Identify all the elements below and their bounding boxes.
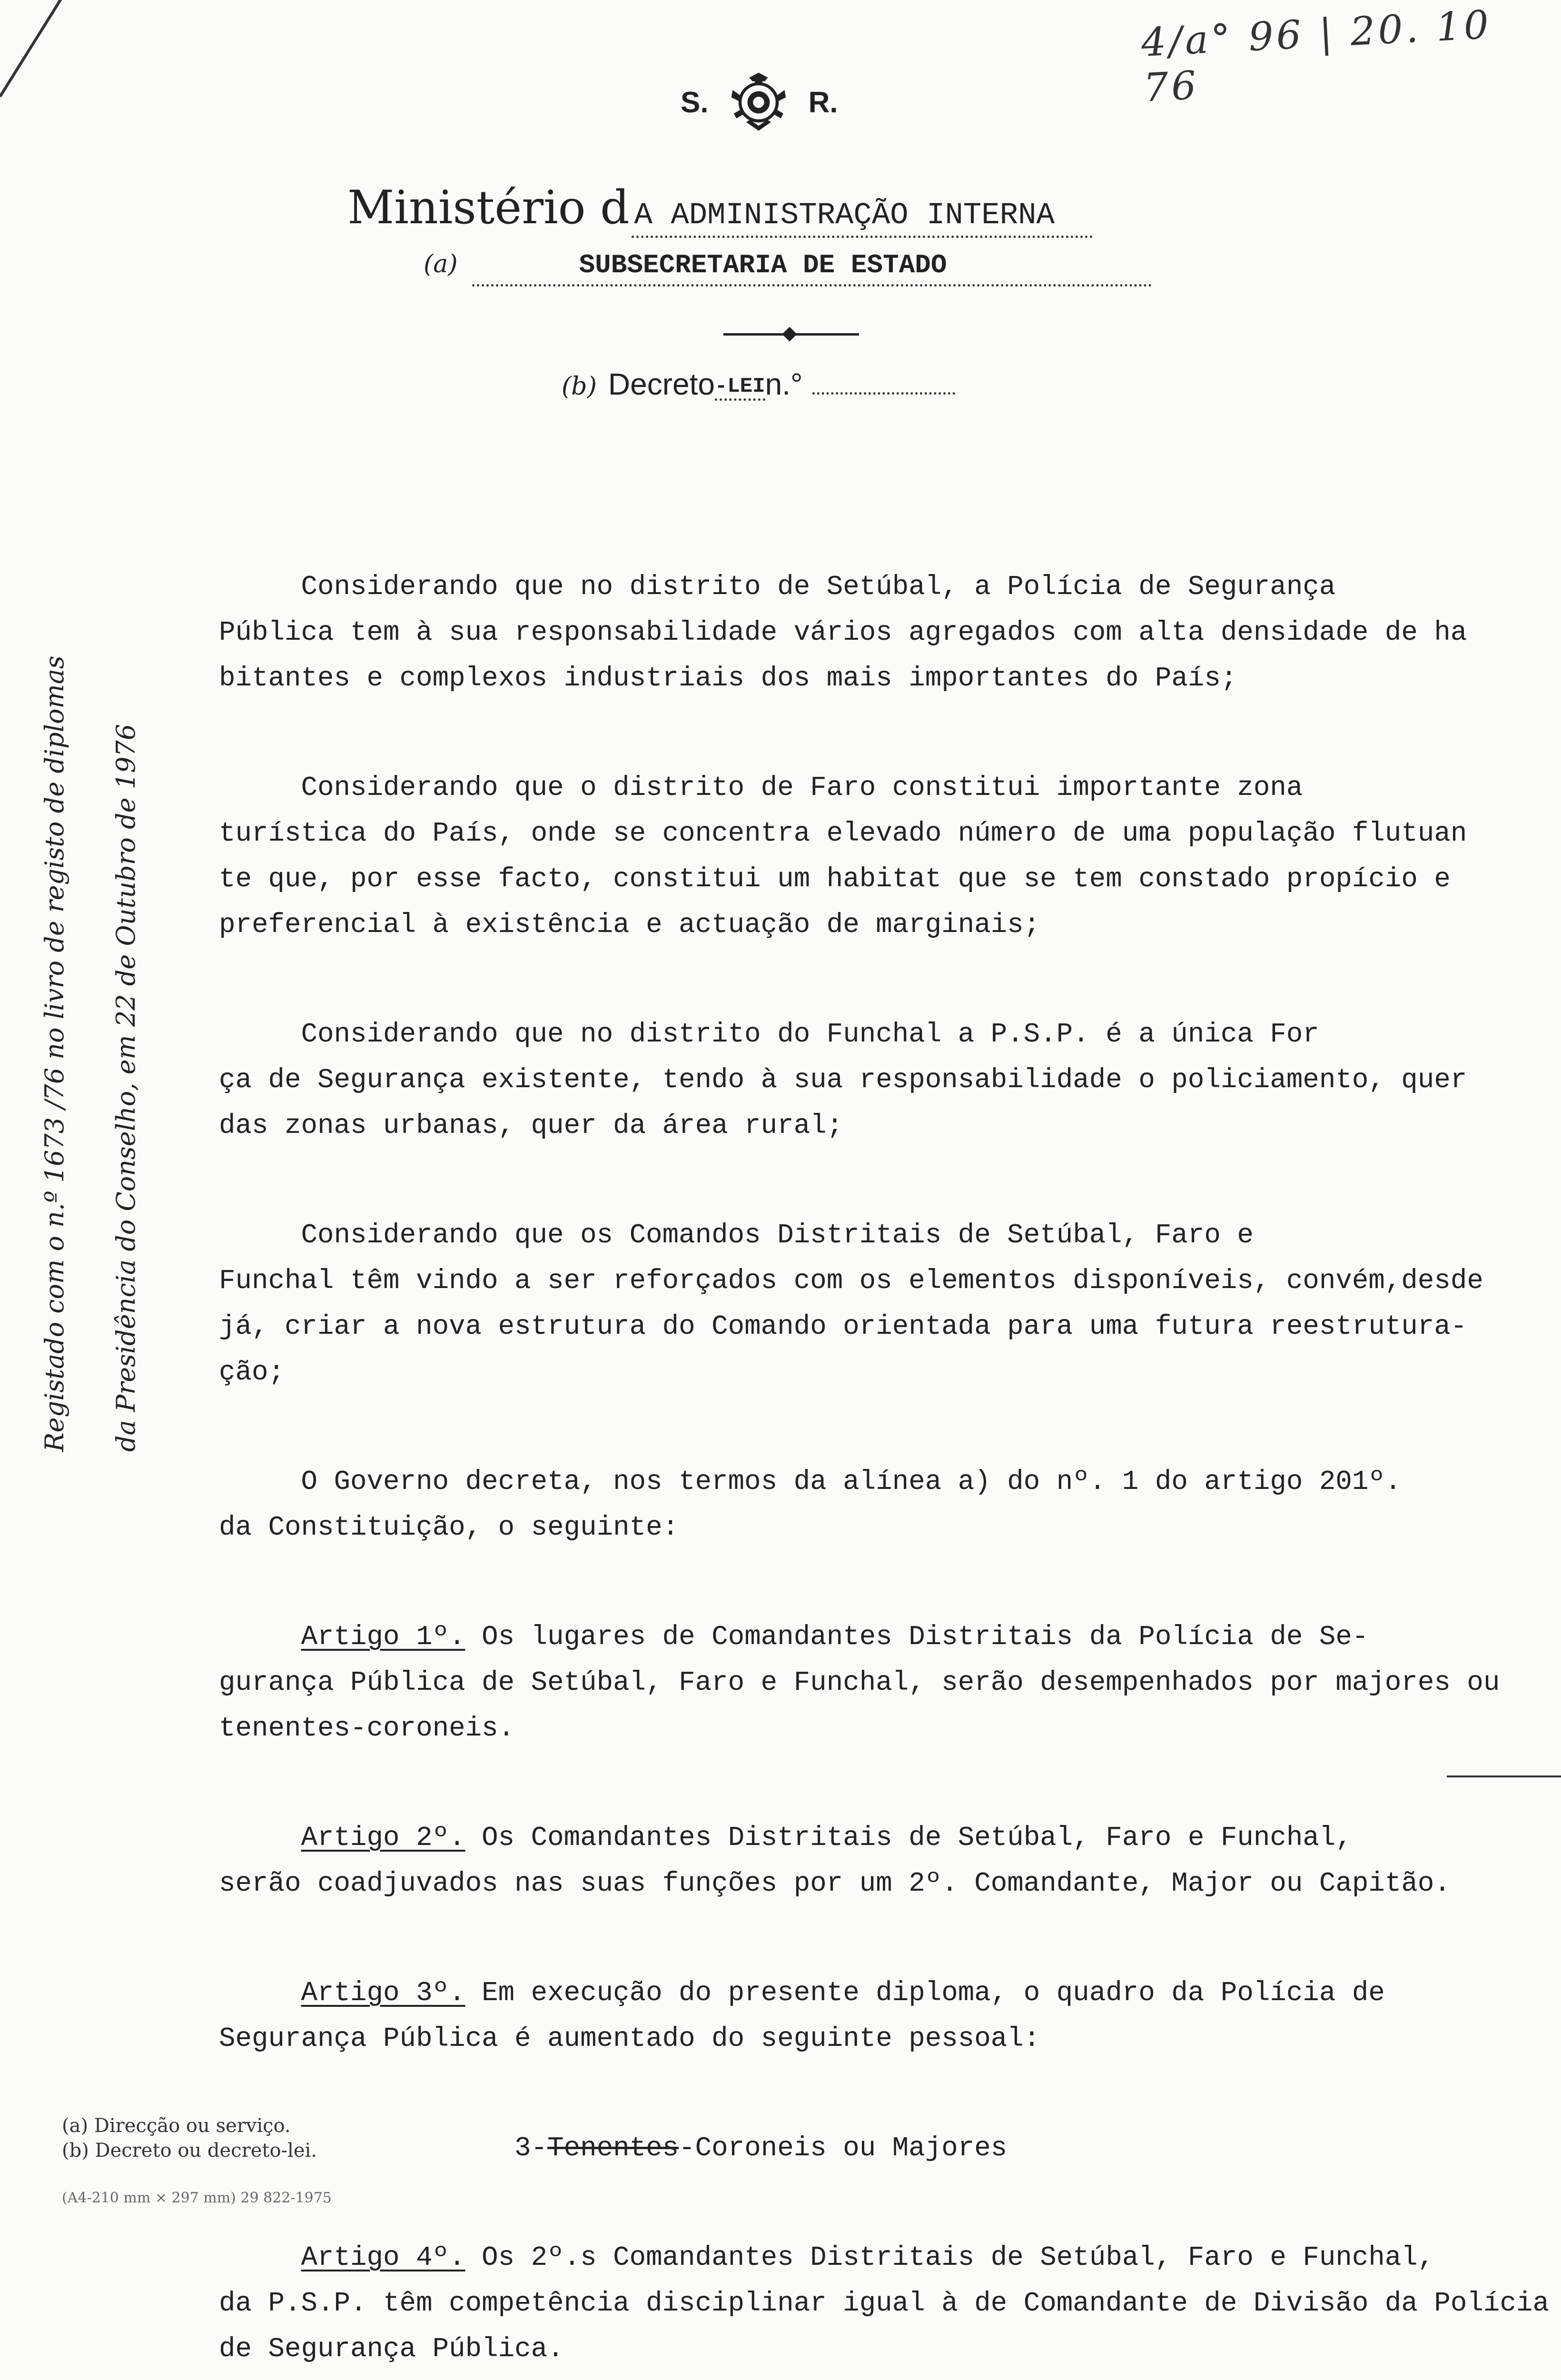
text-line: de Segurança Pública.	[219, 2334, 564, 2365]
article-label: Artigo 2º.	[301, 1823, 465, 1854]
divider-diamond	[782, 327, 797, 341]
preamble-paragraph-1	[219, 565, 1480, 702]
preamble-paragraph-3	[219, 1012, 1480, 1149]
preamble-paragraph-2	[219, 765, 1480, 948]
enacting-clause	[219, 1459, 1480, 1551]
letterhead-crest-row	[681, 71, 838, 133]
article-3	[219, 1971, 1480, 2062]
text-line: bitantes e complexos industriais dos mais importantes do País;	[219, 663, 1237, 694]
text-line: turística do País, onde se concentra elevado número de uma população flutuan	[219, 818, 1467, 849]
article-1	[219, 1615, 1500, 1752]
ministry-line	[347, 181, 1093, 238]
ministry-value: A ADMINISTRAÇÃO INTERNA	[632, 198, 1093, 238]
margin-note-line: Registado com o n.º 1673 /76 no livro de registo de diplomas	[40, 655, 69, 1452]
printer-imprint: (A4-210 mm × 297 mm) 29 822-1975	[62, 2190, 332, 2206]
text-line: Pública tem à sua responsabilidade vários agregados com alta densidade de ha	[219, 617, 1467, 648]
text-line: gurança Pública de Setúbal, Faro e Funchal, serão desempenhados por majores ou	[219, 1667, 1500, 1698]
text-line: serão coadjuvados nas suas funções por um 2º. Comandante, Major ou Capitão.	[219, 1868, 1451, 1899]
text-line: da P.S.P. têm competência disciplinar igual à de Comandante de Divisão da Polícia	[219, 2288, 1549, 2319]
decree-body	[219, 519, 1549, 2380]
text-line: Artigo 4º. Os 2º.s Comandantes Distritais de Setúbal, Faro e Funchal,	[301, 2242, 1434, 2273]
text-line: Artigo 3º. Em execução do presente diploma, o quadro da Polícia de	[301, 1978, 1385, 2009]
text-line: ça de Segurança existente, tendo à sua responsabilidade o policiamento, quer	[219, 1065, 1467, 1096]
footnote-a: (a) Direcção ou serviço.	[62, 2115, 291, 2137]
text-line: Funchal têm vindo a ser reforçados com os elementos disponíveis, convém,desde	[219, 1266, 1483, 1297]
struck-word: Tenentes	[547, 2133, 679, 2164]
decree-marker: (b)	[562, 372, 597, 401]
handwritten-corner-note: 4/a° 96 | 20. 10 76	[1140, 2, 1493, 111]
number-label: n.°	[765, 367, 803, 401]
text-line: Considerando que no distrito de Setúbal, a Polícia de Segurança	[301, 572, 1336, 603]
service-line	[424, 250, 1152, 287]
margin-note-line: da Presidência do Conselho, em 22 de Outubro de 1976	[111, 724, 141, 1452]
registration-margin-note	[19, 655, 162, 1452]
text-line: já, criar a nova estrutura do Comando orientada para uma futura reestrutura-	[219, 1311, 1467, 1342]
article-label: Artigo 1º.	[301, 1622, 465, 1653]
preamble-paragraph-4	[219, 1213, 1483, 1396]
decree-label: Decreto	[608, 367, 715, 401]
text-line: te que, por esse facto, constitui um habitat que se tem constado propício e	[219, 864, 1451, 895]
text-line: Considerando que no distrito do Funchal a P.S.P. é a única For	[301, 1019, 1319, 1050]
text-line: Considerando que os Comandos Distritais de Setúbal, Faro e	[301, 1220, 1254, 1251]
text-line: Segurança Pública é aumentado do seguinte pessoal:	[219, 2023, 1040, 2054]
footnote-b: (b) Decreto ou decreto-lei.	[62, 2140, 317, 2162]
text-line: preferencial à existência e actuação de marginais;	[219, 910, 1040, 941]
article-label: Artigo 4º.	[301, 2242, 465, 2273]
letter-s: S.	[681, 86, 709, 119]
article-4	[219, 2235, 1549, 2372]
article-label: Artigo 3º.	[301, 1978, 465, 2009]
decree-line	[562, 367, 955, 402]
service-value: SUBSECRETARIA DE ESTADO	[472, 250, 1152, 287]
text-line: Considerando que o distrito de Faro constitui importante zona	[301, 773, 1303, 803]
margin-pen-stroke	[0, 0, 82, 98]
text-line: ção;	[219, 1357, 285, 1388]
service-marker: (a)	[424, 250, 458, 278]
decree-suffix: -LEI	[715, 375, 765, 401]
text-line: tenentes-coroneis.	[219, 1713, 515, 1744]
article-2	[219, 1815, 1480, 1907]
ministry-label: Ministério d	[347, 181, 630, 234]
footnotes	[62, 2113, 317, 2163]
letter-r: R.	[808, 86, 838, 119]
text-line: O Governo decreta, nos termos da alínea a) do nº. 1 do artigo 201º.	[301, 1467, 1402, 1497]
text-line: Artigo 1º. Os lugares de Comandantes Distritais da Polícia de Se-	[301, 1622, 1369, 1653]
text-line: da Constituição, o seguinte:	[219, 1512, 679, 1543]
personnel-line: 3-Tenentes-Coroneis ou Majores	[514, 2133, 1008, 2164]
margin-rule	[1447, 1775, 1561, 1777]
text-line: das zonas urbanas, quer da área rural;	[219, 1111, 843, 1141]
coat-of-arms-icon	[728, 71, 790, 133]
text-line: Artigo 2º. Os Comandantes Distritais de Setúbal, Faro e Funchal,	[301, 1823, 1352, 1854]
decree-number-blank	[812, 392, 955, 395]
